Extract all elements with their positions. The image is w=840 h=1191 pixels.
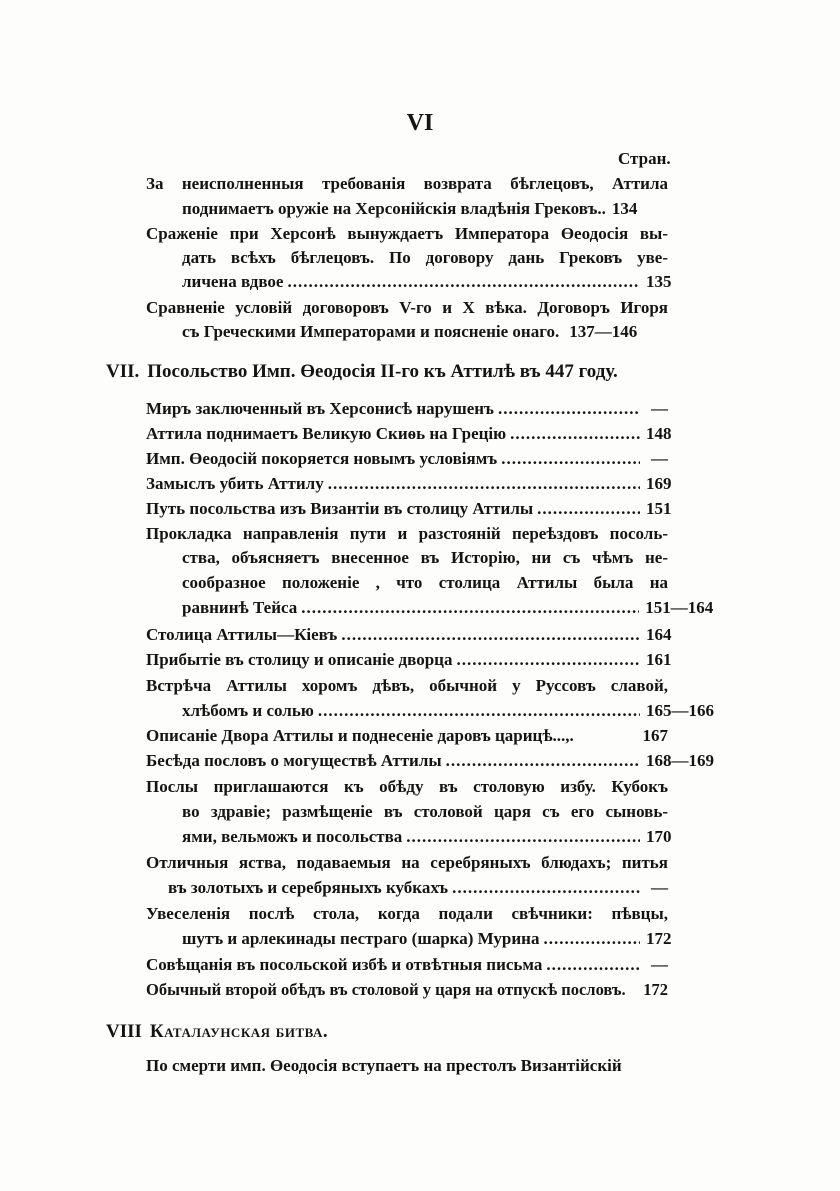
toc-entry-text: Прибытіе въ столицу и описаніе дворца	[146, 650, 453, 669]
toc-entry-page: 170	[646, 827, 672, 846]
toc-entry-line	[182, 197, 668, 221]
toc-entry-text: Обычный второй обѣдъ въ столовой у царя на отпускѣ пословъ.	[146, 980, 626, 999]
toc-entry-page: 151—164	[645, 598, 714, 617]
leader-dots	[283, 270, 640, 294]
leader-dots	[494, 397, 640, 421]
leader-dots	[533, 497, 640, 521]
leader-dots	[442, 749, 640, 773]
chapter-heading	[106, 1019, 328, 1045]
toc-entry-text: Имп. Өеодосій покоряется новымъ условіямъ	[146, 449, 498, 468]
toc-entry-line: Встрѣча Аттилы хоромъ дѣвъ, обычной у Руссовъ славой,	[146, 676, 668, 695]
toc-entry-page: —	[651, 449, 668, 468]
toc-entry	[146, 472, 672, 496]
toc-entry-page: 172	[646, 929, 672, 948]
toc-entry	[146, 397, 668, 421]
toc-entry-text: равнинѣ Тейса	[182, 598, 298, 617]
toc-entry	[146, 978, 668, 1002]
toc-entry-text: въ золотыхъ и серебряныхъ кубкахъ	[168, 878, 449, 897]
chapter-title: Посольство Имп. Өеодосія II-го къ Аттилѣ въ 447 году.	[147, 361, 618, 382]
toc-entry-line: Прокладка направленія пути и разстояній переѣздовъ посоль-	[146, 524, 668, 543]
toc-entry	[146, 953, 668, 977]
toc-entry-line	[182, 825, 672, 849]
toc-entry-text: съ Греческими Императорами и поясненіе онаго.	[182, 322, 560, 341]
toc-entry	[146, 648, 672, 672]
leader-dots	[539, 927, 640, 951]
toc-entry-page: —	[651, 955, 668, 974]
toc-entry	[146, 724, 668, 748]
toc-entry-line: Сраженіе при Херсонѣ вынуждаетъ Императора Өеодосія вы-	[146, 224, 668, 243]
toc-entry	[146, 497, 672, 521]
toc-entry-page: 134	[611, 199, 638, 218]
toc-entry-page: 135	[646, 272, 672, 291]
toc-entry-text: Бесѣда пословъ о могуществѣ Аттилы	[146, 751, 442, 770]
chapter-number: VII.	[106, 361, 140, 382]
leader-dots	[402, 825, 640, 849]
toc-entry-text: Столица Аттилы—Кіевъ	[146, 625, 338, 644]
toc-entry-text: личена вдвое	[182, 272, 284, 291]
toc-entry-line	[182, 270, 672, 294]
leader-dots	[448, 876, 640, 900]
toc-entry	[146, 447, 668, 471]
toc-entry-line: Отличныя яства, подаваемыя на серебряныхъ блюдахъ; питья	[146, 853, 668, 872]
leader-dots	[542, 953, 640, 977]
toc-entry-page: 168—169	[646, 751, 714, 770]
toc-entry-text: Путь посольства изъ Византіи въ столицу Аттилы	[146, 499, 534, 518]
toc-entry-page: 148	[646, 424, 672, 443]
toc-entry-line: За неисполненныя требованія возврата бѣглецовъ, Аттила	[146, 174, 668, 193]
toc-entry-line: Послы приглашаются къ обѣду въ столовую избу. Кубокъ	[146, 777, 668, 796]
toc-entry-page: 164	[646, 625, 672, 644]
toc-entry-page: 167	[642, 726, 668, 745]
toc-entry-line: во здравіе; размѣщеніе въ столовой царя съ его сыновь-	[182, 802, 668, 821]
chapter-heading	[106, 359, 618, 385]
toc-entry-line: Увеселенія послѣ стола, когда подали свѣчники: пѣвцы,	[146, 904, 668, 923]
leader-dots	[297, 596, 639, 620]
leader-dots	[452, 648, 640, 672]
leader-dots	[324, 472, 640, 496]
toc-entry-text: Миръ заключенный въ Херсонисѣ нарушенъ	[146, 399, 494, 418]
toc-entry-text: Описаніе Двора Аттилы и поднесеніе даровъ царицѣ...,.	[146, 726, 574, 745]
toc-entry-text: ями, вельможъ и посольства	[182, 827, 403, 846]
chapter-first-line: По смерти имп. Өеодосія вступаетъ на престолъ Византійскій	[146, 1056, 622, 1075]
toc-entry-text: Замыслъ убить Аттилу	[146, 474, 324, 493]
toc-entry-line	[168, 876, 668, 900]
toc-entry-line	[182, 596, 714, 620]
toc-entry	[146, 749, 714, 773]
toc-entry-line	[182, 320, 668, 344]
toc-entry	[146, 422, 672, 446]
toc-entry-text: поднимаетъ оружіе на Херсонійскія владѣнія Грековъ..	[182, 199, 606, 218]
toc-entry-page: 137—146	[569, 322, 638, 341]
leader-dots	[337, 623, 640, 647]
toc-entry-line	[182, 927, 672, 951]
toc-entry-text: шутъ и арлекинады пестраго (шарка) Мурина	[182, 929, 540, 948]
toc-entry-page: 161	[646, 650, 672, 669]
page-number: VI	[406, 110, 434, 136]
toc-entry-text: Совѣщанія въ посольской избѣ и отвѣтныя письма	[146, 955, 543, 974]
toc-entry-text: Аттила поднимаетъ Великую Скиѳь на Грецію	[146, 424, 507, 443]
toc-entry	[146, 623, 672, 647]
leader-dots	[497, 447, 640, 471]
page-column-heading: Стран.	[618, 149, 671, 168]
toc-entry-text: хлѣбомъ и солью	[182, 701, 314, 720]
toc-entry-page: 151	[646, 499, 672, 518]
leader-dots	[506, 422, 640, 446]
toc-entry-page: 169	[646, 474, 672, 493]
chapter-number: VIII	[106, 1021, 142, 1042]
toc-entry-line: дать всѣхъ бѣглецовъ. По договору дань Грековъ уве-	[182, 248, 668, 267]
toc-entry-page: —	[651, 399, 668, 418]
toc-entry-page: 165—166	[646, 701, 714, 720]
leader-dots	[314, 699, 640, 723]
toc-entry-page: 172	[643, 980, 668, 999]
toc-entry-line	[182, 699, 714, 723]
toc-entry-page: —	[651, 878, 668, 897]
toc-entry-line: ства, объясняетъ внесенное въ Исторію, ни съ чѣмъ не-	[182, 548, 668, 567]
chapter-title: Каталаунская битва.	[149, 1021, 329, 1042]
toc-entry-line: Сравненіе условій договоровъ V-го и X вѣка. Договоръ Игоря	[146, 298, 668, 317]
toc-entry-line: сообразное положеніе , что столица Аттилы была на	[182, 573, 668, 592]
